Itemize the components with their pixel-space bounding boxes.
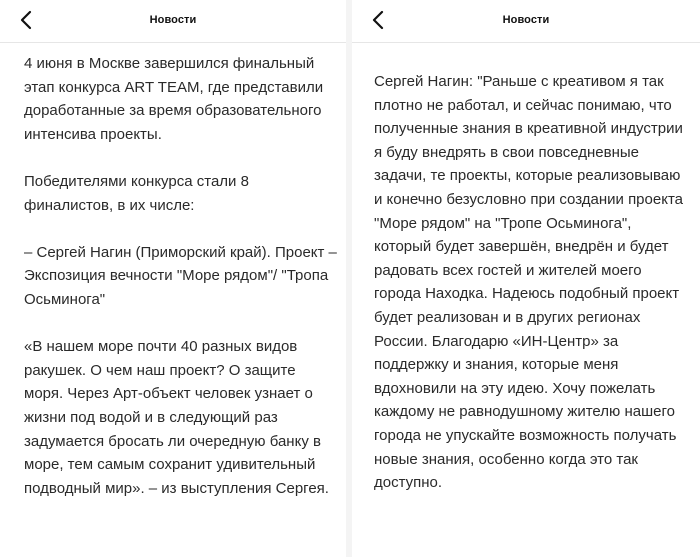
article-body: [0, 43, 346, 500]
app-header: [352, 0, 700, 43]
article-paragraph: «В нашем море почти 40 разных видов ракушек. О чем наш проект? О защите моря. Через Арт-объект человек узнает о жизни под водой и в следующий раз задумается бросать ли очередную банку в море, тем самым сохранит удивительный подводный мир». – из выступления Сергея.: [24, 338, 329, 497]
article-paragraph: Сергей Нагин: "Раньше с креативом я так плотно не работал, и сейчас понимаю, что полученные знания в креативной индустрии я буду внедрять в свои повседневные задачи, те проекты, которые реализовываю и конечно безусловно при создании проекта "Море рядом" на "Тропе Осьминога", который будет завершён, внедрён и будет радовать всех гостей и жителей моего города Находка. Надеюсь подобный проект будет реализован и в других регионах России. Благодарю «ИН-Центр» за поддержку и знания, которые меня вдохновили на эту идею. Хочу пожелать каждому не равнодушному жителю нашего города не упускайте возможность получать новые знания, особенно когда это так доступно.: [374, 73, 683, 492]
article-paragraph: 4 июня в Москве завершился финальный этап конкурса ART TEAM, где представили доработанные за время образовательного интенсива проекты.: [24, 55, 324, 143]
article-paragraph: – Сергей Нагин (Приморский край). Проект – Экспозиция вечности "Море рядом"/ "Тропа Осьминога": [24, 243, 337, 308]
app-header: [0, 0, 346, 43]
article-body: [352, 43, 700, 495]
page-title: Новости: [502, 14, 550, 26]
page-title: Новости: [149, 14, 197, 26]
left-screen: [0, 0, 346, 557]
article-paragraph: Победителями конкурса стали 8 финалистов, в их числе:: [24, 172, 249, 214]
right-screen: [352, 0, 700, 557]
